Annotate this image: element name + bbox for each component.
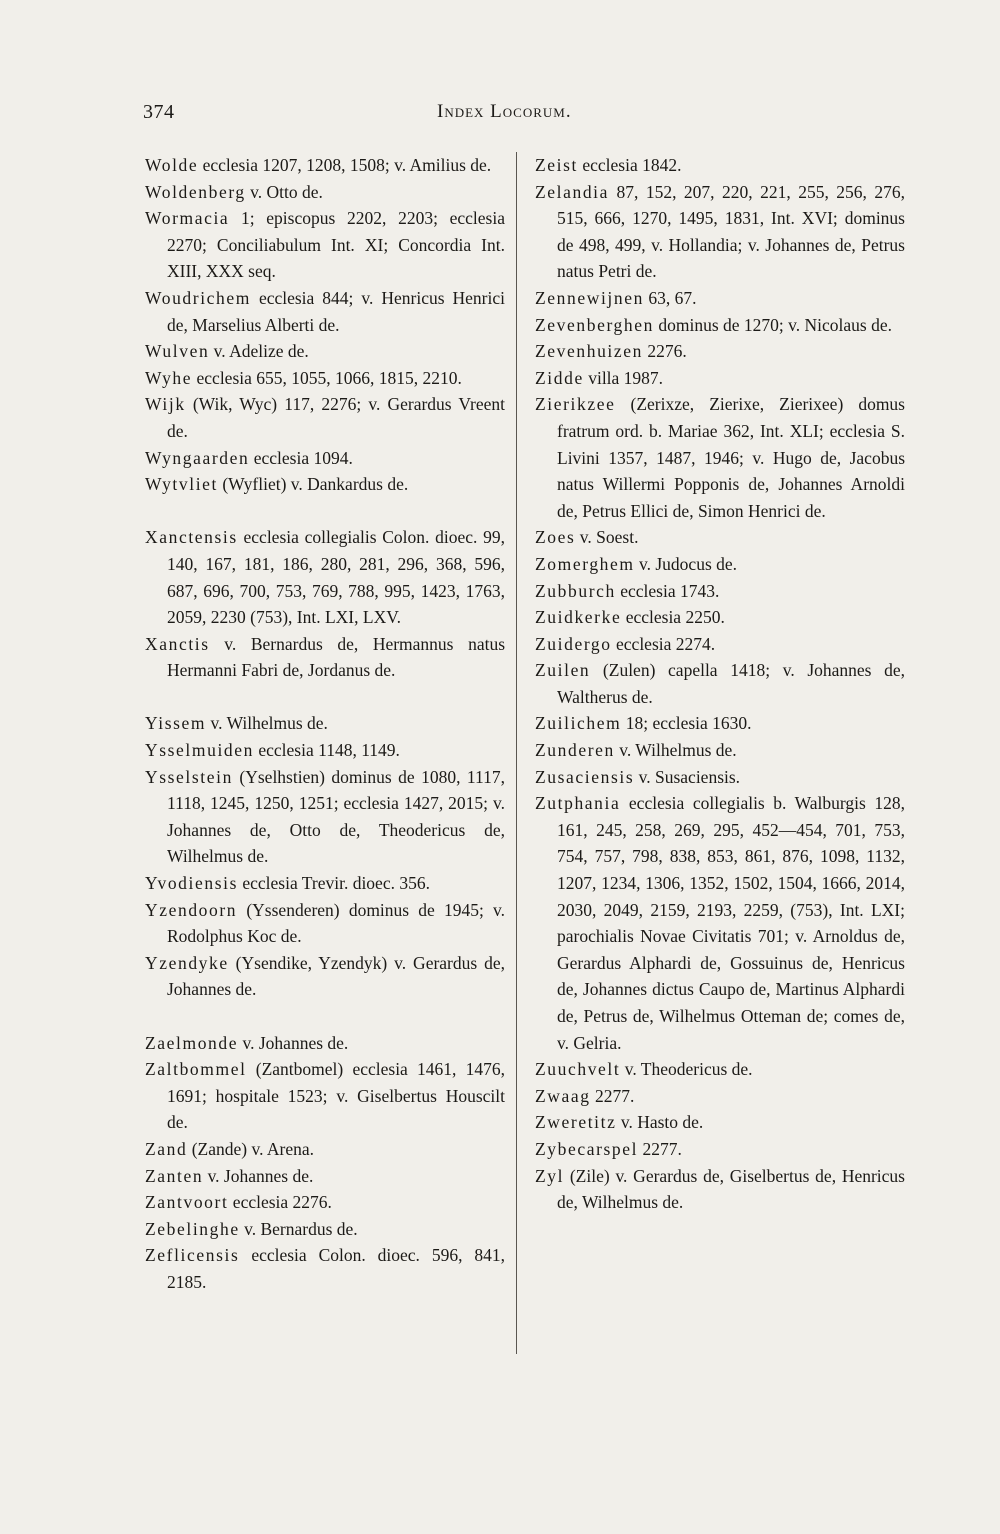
entry-headword: Yissem [145, 713, 207, 734]
entry-headword: Yzendyke [145, 952, 229, 973]
entry-headword: Zaelmonde [145, 1032, 239, 1053]
index-entry [535, 391, 905, 524]
entry-references: 18; ecclesia 1630. [625, 713, 752, 734]
entry-headword: Zuuchvelt [535, 1059, 621, 1080]
entry-headword: Zantvoort [145, 1192, 229, 1213]
index-entry [145, 391, 505, 444]
index-entry [535, 1083, 905, 1110]
index-entry [145, 631, 505, 684]
entry-headword: Zuidkerke [535, 607, 622, 628]
index-entry [535, 551, 905, 578]
entry-headword: Wulven [145, 341, 210, 362]
entry-references: 63, 67. [648, 287, 697, 308]
entry-headword: Wyngaarden [145, 447, 250, 468]
index-entry [535, 152, 905, 179]
entry-references: ecclesia 1148, 1149. [258, 740, 400, 761]
index-entry [145, 205, 505, 285]
entry-headword: Zunderen [535, 740, 615, 761]
index-entry [535, 631, 905, 658]
index-entry [145, 1163, 505, 1190]
entry-headword: Zweretitz [535, 1112, 617, 1133]
entry-references: (Wyfliet) v. Dankardus de. [222, 474, 409, 495]
index-entry [535, 1163, 905, 1216]
index-entry [535, 524, 905, 551]
entry-headword: Wijk [145, 394, 186, 415]
entry-references: villa 1987. [588, 367, 664, 388]
section-gap [145, 498, 505, 525]
entry-headword: Xanctis [145, 633, 210, 654]
entry-references: v. Judocus de. [639, 553, 738, 574]
index-entry [145, 152, 505, 179]
index-entry [535, 338, 905, 365]
entry-headword: Zebelinghe [145, 1218, 240, 1239]
index-entry [145, 1056, 505, 1136]
entry-references: 2276. [647, 341, 687, 362]
entry-references: v. Bernardus de, Hermannus natus Hermanni Fabri de, Jordanus de. [167, 633, 506, 681]
index-entry [145, 950, 505, 1003]
entry-headword: Wormacia [145, 208, 230, 229]
index-entry [535, 710, 905, 737]
entry-headword: Zanten [145, 1165, 204, 1186]
entry-headword: Zevenberghen [535, 314, 654, 335]
index-entry [535, 1136, 905, 1163]
entry-references: (Zerixze, Zierixe, Zierixee) domus fratrum ord. b. Mariae 362, Int. XLI; ecclesia S. Livini 1357, 1487, 1946; v. Hugo de, Jacobus natus Willermi Popponis de, Johannes Arnoldi de, Petrus Ellici de, Simon Henrici de. [557, 394, 905, 521]
entry-references: 2277. [642, 1138, 682, 1159]
entry-references: ecclesia 1842. [582, 155, 682, 175]
entry-headword: Wolde [145, 155, 199, 175]
index-entry [145, 471, 505, 498]
entry-references: ecclesia 2274. [616, 633, 716, 654]
entry-references: v. Bernardus de. [244, 1218, 358, 1239]
index-entry [535, 737, 905, 764]
entry-headword: Wytvliet [145, 474, 218, 495]
running-head: Index Locorum. [437, 101, 572, 122]
index-entry [145, 524, 505, 630]
entry-references: ecclesia Colon. dioec. 596, 841, 2185. [167, 1245, 506, 1292]
index-entry [535, 657, 905, 710]
index-entry [145, 365, 505, 392]
index-entry [535, 312, 905, 339]
entry-headword: Woldenberg [145, 181, 246, 202]
entry-references: 2277. [595, 1085, 635, 1106]
entry-references: v. Wilhelmus de. [619, 740, 737, 761]
index-entry [535, 1056, 905, 1083]
entry-headword: Zierikzee [535, 394, 616, 415]
entry-headword: Zelandia [535, 181, 610, 202]
index-column-left [145, 152, 505, 1296]
entry-headword: Zeist [535, 155, 578, 175]
index-entry [145, 764, 505, 870]
entry-references: (Zande) v. Arena. [191, 1138, 315, 1159]
index-entry [145, 1030, 505, 1057]
entry-references: v. Johannes de. [207, 1165, 314, 1186]
entry-headword: Zidde [535, 367, 584, 388]
index-entry [145, 445, 505, 472]
entry-references: ecclesia 2250. [625, 607, 725, 628]
section-gap [145, 684, 505, 711]
entry-references: dominus de 1270; v. Nicolaus de. [658, 314, 892, 335]
index-entry [145, 338, 505, 365]
index-column-right [535, 152, 905, 1216]
entry-headword: Ysselstein [145, 766, 233, 787]
index-entry [535, 604, 905, 631]
entry-headword: Zyl [535, 1165, 565, 1186]
entry-references: v. Johannes de. [242, 1032, 349, 1053]
entry-headword: Zwaag [535, 1085, 591, 1106]
index-entry [145, 737, 505, 764]
page-number: 374 [143, 101, 175, 123]
index-entry [145, 1189, 505, 1216]
index-entry [145, 179, 505, 206]
entry-references: (Yselhstien) dominus de 1080, 1117, 1118, 1245, 1250, 1251; ecclesia 1427, 2015; v. Johannes de, Otto de, Theodericus de, Wilhelmus de. [167, 766, 505, 867]
entry-references: ecclesia 2276. [232, 1192, 332, 1213]
entry-headword: Wyhe [145, 367, 193, 388]
index-entry [145, 710, 505, 737]
entry-references: ecclesia collegialis Colon. dioec. 99, 140, 167, 181, 186, 280, 281, 296, 368, 596, 687, 696, 700, 753, 769, 788, 995, 1423, 1763, 2059, 2230 (753), Int. LXI, LXV. [167, 527, 505, 628]
entry-references: ecclesia 655, 1055, 1066, 1815, 2210. [196, 367, 462, 388]
entry-headword: Zevenhuizen [535, 341, 643, 362]
entry-references: (Zulen) capella 1418; v. Johannes de, Waltherus de. [557, 660, 906, 707]
entry-references: ecclesia 1094. [253, 447, 353, 468]
entry-references: v. Wilhelmus de. [210, 713, 328, 734]
entry-references: (Zile) v. Gerardus de, Giselbertus de, Henricus de, Wilhelmus de. [557, 1165, 905, 1213]
entry-headword: Woudrichem [145, 287, 251, 308]
index-entry [535, 179, 905, 285]
index-entry [145, 285, 505, 338]
entry-headword: Ysselmuiden [145, 740, 254, 761]
entry-headword: Zomerghem [535, 553, 635, 574]
index-entry [145, 1242, 505, 1295]
entry-references: v. Otto de. [250, 181, 323, 202]
entry-references: v. Theodericus de. [624, 1059, 753, 1080]
entry-references: 1; episcopus 2202, 2203; ecclesia 2270; Conciliabulum Int. XI; Concordia Int. XIII, XXX seq. [167, 208, 505, 282]
index-entry [145, 870, 505, 897]
entry-references: ecclesia Trevir. dioec. 356. [242, 873, 430, 894]
entry-references: ecclesia 844; v. Henricus Henrici de, Marselius Alberti de. [167, 287, 505, 335]
entry-headword: Zubburch [535, 580, 616, 601]
index-entry [535, 1109, 905, 1136]
entry-headword: Yzendoorn [145, 899, 238, 920]
column-divider [516, 152, 517, 1354]
index-entry [145, 1216, 505, 1243]
section-gap [145, 1003, 505, 1030]
index-entry [535, 790, 905, 1056]
entry-references: (Zantbomel) ecclesia 1461, 1476, 1691; hospitale 1523; v. Giselbertus Houscilt de. [167, 1059, 505, 1133]
entry-headword: Zand [145, 1138, 188, 1159]
entry-references: ecclesia collegialis b. Walburgis 128, 161, 245, 258, 269, 295, 452—454, 701, 753, 754, 757, 798, 838, 853, 861, 876, 1098, 1132, 1207, 1234, 1306, 1352, 1502, 1504, 1666, 2014, 2030, 2049, 2159, 2193, 2259, (753), Int. LXI; parochialis Novae Civitatis 701; v. Arnoldus de, Gerardus Alphardi de, Gossuinus de, Henricus de, Johannes dictus Caupo de, Martinus Alphardi de, Petrus de, Wilhelmus Otteman de; comes de, v. Gelria. [557, 793, 905, 1053]
index-entry [145, 897, 505, 950]
index-entry [535, 578, 905, 605]
entry-references: ecclesia 1207, 1208, 1508; v. Amilius de. [202, 155, 492, 175]
entry-references: ecclesia 1743. [620, 580, 720, 601]
entry-headword: Zutphania [535, 793, 621, 814]
index-entry [535, 764, 905, 791]
entry-references: 87, 152, 207, 220, 221, 255, 256, 276, 515, 666, 1270, 1495, 1831, Int. XVI; dominus de 498, 499, v. Hollandia; v. Johannes de, Petrus natus Petri de. [557, 181, 906, 282]
entry-headword: Zuilichem [535, 713, 622, 734]
entry-references: (Wik, Wyc) 117, 2276; v. Gerardus Vreent de. [167, 394, 505, 441]
entry-references: (Ysendike, Yzendyk) v. Gerardus de, Johannes de. [167, 952, 506, 1000]
entry-references: v. Susaciensis. [638, 766, 741, 787]
entry-headword: Zybecarspel [535, 1138, 639, 1159]
index-entry [535, 365, 905, 392]
entry-headword: Xanctensis [145, 527, 238, 548]
entry-references: v. Hasto de. [620, 1112, 704, 1133]
index-entry [535, 285, 905, 312]
entry-headword: Zoes [535, 527, 576, 548]
entry-headword: Zaltbommel [145, 1059, 247, 1080]
entry-references: v. Soest. [579, 527, 639, 548]
entry-headword: Zuilen [535, 660, 591, 681]
entry-headword: Zeflicensis [145, 1245, 240, 1266]
entry-headword: Zennewijnen [535, 287, 644, 308]
entry-headword: Zusaciensis [535, 766, 635, 787]
entry-headword: Yvodiensis [145, 873, 238, 894]
entry-references: (Yssenderen) dominus de 1945; v. Rodolphus Koc de. [167, 899, 506, 947]
entry-headword: Zuidergo [535, 633, 612, 654]
index-entry [145, 1136, 505, 1163]
entry-references: v. Adelize de. [213, 341, 309, 362]
